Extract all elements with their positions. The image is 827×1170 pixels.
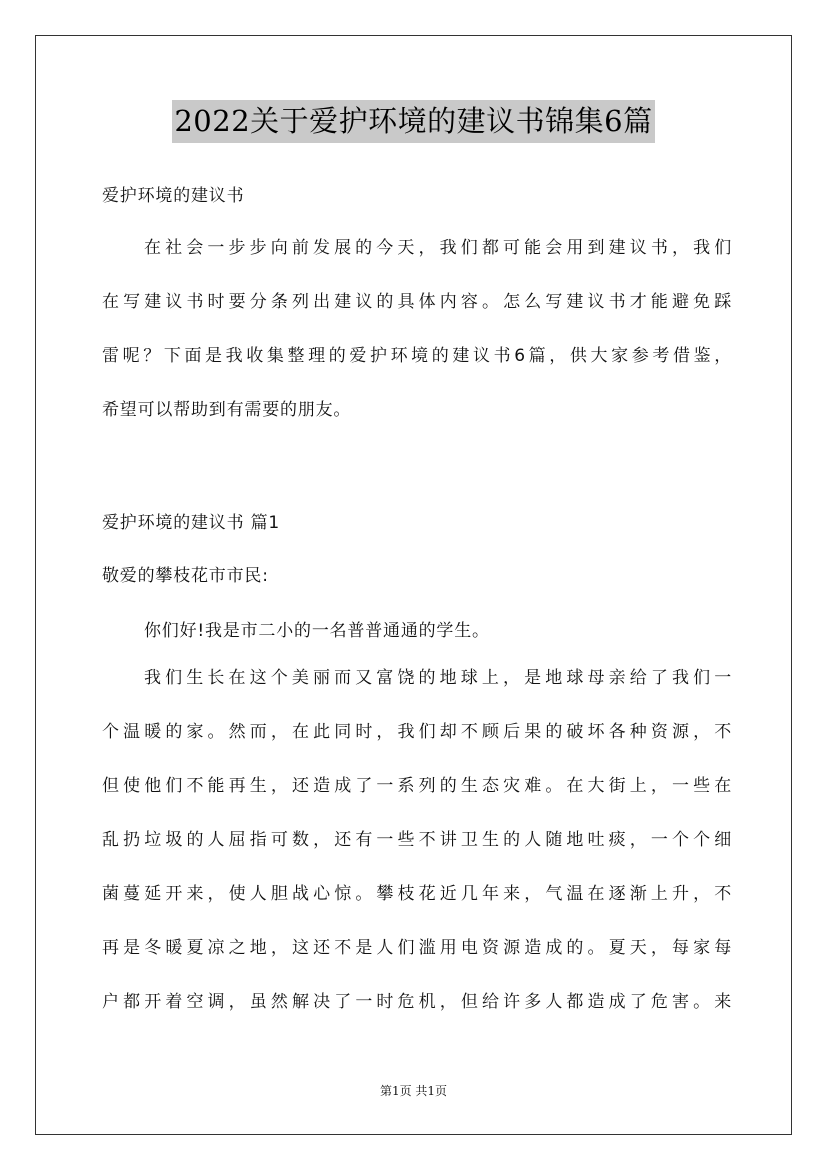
greeting: 你们好!我是市二小的一名普普通通的学生。 [144,621,490,641]
paragraph-line: 希望可以帮助到有需要的朋友。 [102,400,352,420]
paragraph-line: 在社会一步步向前发展的今天，我们都可能会用到建议书，我们 [144,238,732,258]
document-title: 2022关于爱护环境的建议书锦集6篇 [172,100,654,143]
paragraph-line: 但使他们不能再生，还造成了一系列的生态灾难。在大街上，一些在 [102,776,732,796]
intro-paragraph [102,233,732,449]
paragraph-line: 在写建议书时要分条列出建议的具体内容。怎么写建议书才能避免踩 [102,292,732,312]
paragraph-line: 户都开着空调，虽然解决了一时危机，但给许多人都造成了危害。来 [102,992,732,1012]
title-container [0,100,827,143]
intro-heading: 爱护环境的建议书 [102,186,245,206]
paragraph-line: 乱扔垃圾的人屈指可数，还有一些不讲卫生的人随地吐痰，一个个细 [102,830,732,850]
page-footer: 第1页 共1页 [379,1084,448,1098]
body-paragraph [102,663,732,1041]
salutation: 敬爱的攀枝花市市民: [102,566,269,586]
paragraph-line: 我们生长在这个美丽而又富饶的地球上，是地球母亲给了我们一 [144,668,732,688]
section-heading: 爱护环境的建议书 篇1 [102,513,281,533]
paragraph-line: 再是冬暖夏凉之地，这还不是人们滥用电资源造成的。夏天，每家每 [102,938,732,958]
paragraph-line: 菌蔓延开来，使人胆战心惊。攀枝花近几年来，气温在逐渐上升，不 [102,884,732,904]
paragraph-line: 个温暖的家。然而，在此同时，我们却不顾后果的破坏各种资源，不 [102,722,732,742]
paragraph-line: 雷呢？下面是我收集整理的爱护环境的建议书6篇，供大家参考借鉴， [102,346,732,366]
